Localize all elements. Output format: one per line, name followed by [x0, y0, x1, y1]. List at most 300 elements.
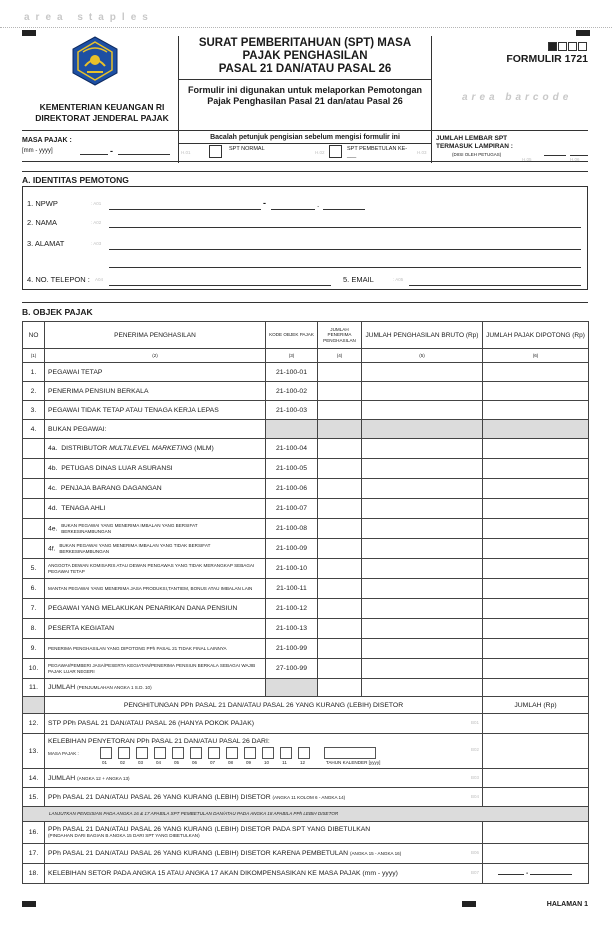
pajak-dipotong-cell[interactable]	[483, 363, 589, 382]
column-number-row	[23, 349, 589, 363]
bruto-cell[interactable]	[362, 639, 483, 659]
jumlah-penerima-cell[interactable]	[318, 499, 362, 519]
column-number: (3)	[266, 349, 318, 363]
masa-pajak-format: [mm - yyyy]	[22, 148, 53, 154]
month-number: 01	[101, 760, 107, 765]
table-row	[23, 459, 589, 479]
month-number: 02	[119, 760, 125, 765]
row-description: PEGAWAI TETAP	[45, 363, 266, 382]
continuation-note: LANJUTKAN PENGISIAN PADA ANGKA 16 & 17 APABILA SPT PEMBETULAN DAN/ATAU PADA ANGKA 18 APABILA PPh LEBIH DISETOR	[23, 807, 589, 822]
field-code: : A05	[393, 277, 404, 282]
month-checkbox[interactable]	[208, 747, 220, 759]
month-checkbox[interactable]	[244, 747, 256, 759]
kompensasi-masa-cell[interactable]	[483, 864, 589, 884]
pajak-dipotong-cell[interactable]	[483, 639, 589, 659]
calc-row	[23, 714, 589, 734]
calc-row	[23, 769, 589, 788]
table-row	[23, 382, 589, 401]
column-header: KODE OBJEK PAJAK	[266, 322, 318, 349]
barcode-area-label: area barcode	[462, 92, 573, 103]
pajak-dipotong-cell[interactable]	[483, 519, 589, 539]
table-row	[23, 363, 589, 382]
bruto-cell[interactable]	[362, 579, 483, 599]
row-number: 2.	[23, 382, 45, 401]
row-number: 14.	[23, 769, 45, 788]
nama-field[interactable]	[109, 227, 581, 228]
table-row	[23, 679, 589, 697]
bruto-cell[interactable]	[362, 459, 483, 479]
desc-text: (MLM)	[192, 445, 214, 452]
form-subtitle: Formulir ini digunakan untuk melaporkan Pemotongan Pajak Penghasilan Pasal 21 dan/atau Pasal 26	[187, 85, 423, 106]
jumlah-penerima-cell[interactable]	[318, 519, 362, 539]
jumlah-penerima-cell[interactable]	[318, 579, 362, 599]
calc-desc	[45, 714, 483, 734]
npwp-field[interactable]	[323, 209, 365, 210]
desc-note: (ANGKA 15 - ANGKA 16)	[349, 851, 402, 856]
month-checkbox[interactable]	[298, 747, 310, 759]
row-number: 13.	[23, 734, 45, 769]
row-description: PESERTA KEGIATAN	[45, 619, 266, 639]
lembar-line: TERMASUK LAMPIRAN :	[436, 143, 513, 150]
table-header-row	[23, 322, 589, 349]
row-number: 15.	[23, 788, 45, 807]
desc-text: KELEBIHAN PENYETORAN PPh PASAL 21 DAN/ATAU PASAL 26 DARI:	[48, 738, 270, 745]
jumlah-penerima-cell[interactable]	[318, 382, 362, 401]
month-labels	[48, 759, 479, 766]
table-row	[23, 659, 589, 679]
dash-separator: -	[526, 870, 529, 877]
column-number: (1)	[23, 349, 45, 363]
amount-cell[interactable]	[483, 769, 589, 788]
field-code: H.05	[522, 157, 532, 162]
alamat-label: 3. ALAMAT	[27, 239, 65, 248]
instructions-text: Bacalah petunjuk pengisian sebelum mengisi formulir ini	[179, 131, 431, 144]
object-code: 21-100-05	[266, 459, 318, 479]
row-number: 11.	[23, 679, 45, 697]
desc-note: (PENJUMLAHAN ANGKA 1 S.D. 10)	[77, 685, 152, 690]
field-code: B04	[470, 793, 479, 799]
disabled-cell	[483, 420, 589, 439]
dot-separator: .	[317, 200, 320, 209]
object-code: 21-100-07	[266, 499, 318, 519]
field-code: H.03	[417, 150, 427, 155]
registration-mark	[462, 901, 476, 907]
pajak-dipotong-cell[interactable]	[483, 599, 589, 619]
field-code: H.02	[315, 150, 325, 155]
ministry-emblem-icon	[71, 36, 119, 86]
column-header: NO	[23, 322, 45, 349]
calc-desc	[45, 734, 483, 769]
tahun-label: TAHUN KALENDER [yyyy]	[325, 760, 381, 765]
table-row	[23, 539, 589, 559]
empty-number-cell	[23, 459, 45, 479]
object-code: 21-100-10	[266, 559, 318, 579]
spt-pembetulan-checkbox[interactable]	[329, 145, 342, 158]
field-code: A04	[95, 277, 104, 282]
table-row	[23, 499, 589, 519]
row-description	[45, 499, 266, 519]
field-code: B07	[470, 870, 479, 875]
object-code: 21-100-04	[266, 439, 318, 459]
lembar-field[interactable]	[570, 155, 588, 156]
calc-row	[23, 864, 589, 884]
alamat-field[interactable]	[109, 249, 581, 250]
bruto-cell[interactable]	[362, 401, 483, 420]
ministry-line: KEMENTERIAN KEUANGAN RI	[39, 102, 165, 112]
section-divider	[22, 302, 588, 303]
row-number: 7.	[23, 599, 45, 619]
row-description	[45, 539, 266, 559]
field-code: : A03	[91, 241, 102, 246]
desc-text: PENJAJA BARANG DAGANGAN	[60, 485, 162, 492]
table-row	[23, 579, 589, 599]
square-mark	[578, 42, 587, 51]
pajak-dipotong-cell[interactable]	[483, 459, 589, 479]
month-number: 05	[173, 760, 179, 765]
column-header: JUMLAH PAJAK DIPOTONG (Rp)	[483, 322, 589, 349]
row-number: 9.	[23, 639, 45, 659]
column-header: JUMLAH PENERIMA PENGHASILAN	[318, 322, 362, 349]
row-description	[45, 519, 266, 539]
desc-text: KELEBIHAN SETOR PADA ANGKA 15 ATAU ANGKA 17 AKAN DIKOMPENSASIKAN KE MASA PAJAK (mm - yyyy)	[48, 870, 398, 877]
pajak-dipotong-cell[interactable]	[483, 499, 589, 519]
column-number: (2)	[45, 349, 266, 363]
row-number: 3.	[23, 401, 45, 420]
object-code: 21-100-01	[266, 363, 318, 382]
desc-text: BUKAN PEGAWAI YANG MENERIMA IMBALAN YANG BERSIFAT BERKESINAMBUNGAN	[61, 523, 198, 534]
calc-desc	[45, 844, 483, 864]
npwp-label: 1. NPWP	[27, 199, 58, 208]
jumlah-penerima-cell[interactable]	[318, 619, 362, 639]
month-checkbox[interactable]	[226, 747, 238, 759]
telepon-field[interactable]	[109, 285, 331, 286]
desc-note: (ANGKA 12 + ANGKA 13)	[77, 775, 130, 781]
amount-cell[interactable]	[483, 844, 589, 864]
ministry-name	[22, 102, 182, 124]
column-number: (5)	[362, 349, 483, 363]
section-a-title: A. IDENTITAS PEMOTONG	[22, 175, 129, 185]
pajak-dipotong-cell[interactable]	[483, 382, 589, 401]
desc-text: PETUGAS DINAS LUAR ASURANSI	[61, 465, 173, 472]
masa-year-field[interactable]	[118, 154, 170, 155]
empty-number-cell	[23, 519, 45, 539]
jumlah-penerima-cell[interactable]	[318, 479, 362, 499]
month-checkbox[interactable]	[172, 747, 184, 759]
month-checkbox[interactable]	[100, 747, 112, 759]
jumlah-penerima-cell[interactable]	[318, 539, 362, 559]
spt-normal-checkbox[interactable]	[209, 145, 222, 158]
pajak-dipotong-cell[interactable]	[483, 401, 589, 420]
desc-text: JUMLAH	[48, 774, 76, 782]
spt-pembetulan-label: SPT PEMBETULAN KE- ___	[347, 146, 408, 159]
page-number: HALAMAN 1	[546, 901, 588, 908]
desc-text: PPh PASAL 21 DAN/ATAU PASAL 26 YANG KURANG (LEBIH) DISETOR KARENA PEMBETULAN	[48, 850, 349, 857]
calc-amount-header: JUMLAH (Rp)	[483, 697, 589, 714]
field-code: H.01	[181, 150, 191, 155]
row-description: PENERIMA PENGHASILAN YANG DIPOTONG PPh PASAL 21 TIDAK FINAL LAINNYA	[45, 639, 266, 659]
email-field[interactable]	[409, 285, 581, 286]
disabled-cell	[362, 420, 483, 439]
alamat-field[interactable]	[109, 267, 581, 268]
form-number: FORMULIR 1721	[506, 53, 588, 65]
row-number: 18.	[23, 864, 45, 884]
bruto-cell[interactable]	[362, 363, 483, 382]
dash-separator: -	[263, 198, 266, 208]
field-code: B02	[470, 747, 479, 752]
row-number: 6.	[23, 579, 45, 599]
column-number: (4)	[318, 349, 362, 363]
gray-cell	[23, 697, 45, 714]
row-description	[45, 679, 266, 697]
row-description: PENERIMA PENSIUN BERKALA	[45, 382, 266, 401]
month-number: 03	[137, 760, 143, 765]
spt-normal-label: SPT NORMAL	[229, 146, 265, 152]
object-code: 21-100-03	[266, 401, 318, 420]
object-code: 21-100-09	[266, 539, 318, 559]
row-number: 1.	[23, 363, 45, 382]
month-checkbox[interactable]	[118, 747, 130, 759]
staples-dotted-line	[0, 27, 612, 28]
calc-header: PENGHITUNGAN PPh PASAL 21 DAN/ATAU PASAL 26 YANG KURANG (LEBIH) DISETOR	[45, 697, 483, 714]
pajak-dipotong-cell[interactable]	[483, 479, 589, 499]
telepon-label: 4. NO. TELEPON :	[27, 275, 90, 284]
jumlah-penerima-cell[interactable]	[318, 559, 362, 579]
table-row	[23, 479, 589, 499]
field-code: : A01	[91, 201, 102, 206]
row-description: PEGAWAI TIDAK TETAP ATAU TENAGA KERJA LEPAS	[45, 401, 266, 420]
title-box	[178, 36, 432, 130]
row-number: 12.	[23, 714, 45, 734]
month-number: 12	[299, 760, 305, 765]
month-number: 10	[263, 760, 269, 765]
table-row	[23, 420, 589, 439]
ministry-block	[22, 36, 177, 130]
registration-mark	[22, 901, 36, 907]
jumlah-penerima-cell[interactable]	[318, 439, 362, 459]
table-row	[23, 401, 589, 420]
empty-number-cell	[23, 539, 45, 559]
object-code: 21-100-99	[266, 639, 318, 659]
desc-note: (PINDAHAN DARI BAGIAN B ANGKA 15 DARI SPT YANG DIBETULKAN)	[48, 833, 200, 839]
field-code: B06	[470, 850, 479, 855]
desc-note: (ANGKA 11 KOLOM 6 - ANGKA 14)	[272, 794, 346, 800]
jumlah-penerima-cell[interactable]	[318, 401, 362, 420]
form-title	[179, 36, 431, 80]
jumlah-penerima-cell[interactable]	[318, 659, 362, 679]
pajak-dipotong-cell[interactable]	[483, 539, 589, 559]
amount-cell[interactable]	[483, 788, 589, 807]
jumlah-lembar-label	[436, 135, 513, 151]
masa-pajak-label: MASA PAJAK :	[22, 137, 72, 144]
month-selector	[48, 747, 479, 759]
amount-cell[interactable]	[483, 734, 589, 769]
month-checkbox[interactable]	[190, 747, 202, 759]
note-row	[23, 807, 589, 822]
tahun-kalender-field[interactable]	[324, 747, 376, 759]
month-number: 07	[209, 760, 215, 765]
jumlah-penerima-cell[interactable]	[318, 639, 362, 659]
row-number: 16.	[23, 822, 45, 844]
row-description: PEGAWAI YANG MELAKUKAN PENARIKAN DANA PENSIUN	[45, 599, 266, 619]
column-header: JUMLAH PENGHASILAN BRUTO (Rp)	[362, 322, 483, 349]
section-divider	[22, 171, 588, 172]
email-label: 5. EMAIL	[343, 275, 374, 284]
bruto-cell[interactable]	[362, 559, 483, 579]
table-row	[23, 599, 589, 619]
desc-text: DISTRIBUTOR	[61, 445, 110, 452]
month-number: 09	[245, 760, 251, 765]
empty-number-cell	[23, 439, 45, 459]
form-number-block	[432, 36, 588, 130]
bruto-cell[interactable]	[362, 539, 483, 559]
calc-desc	[45, 769, 483, 788]
pajak-dipotong-total[interactable]	[483, 679, 589, 697]
dash-separator: -	[110, 146, 113, 156]
pajak-dipotong-cell[interactable]	[483, 659, 589, 679]
pajak-dipotong-cell[interactable]	[483, 579, 589, 599]
sub-number: 4b.	[48, 465, 58, 472]
month-checkbox[interactable]	[262, 747, 274, 759]
column-number: (6)	[483, 349, 589, 363]
title-line: PAJAK PENGHASILAN	[242, 50, 368, 62]
desc-text: PPh PASAL 21 DAN/ATAU PASAL 26 YANG KURANG (LEBIH) DISETOR	[48, 793, 271, 801]
row-number: 17.	[23, 844, 45, 864]
square-mark	[568, 42, 577, 51]
jumlah-penerima-cell[interactable]	[318, 459, 362, 479]
staples-area-label: area staples	[24, 12, 154, 23]
instructions-box	[178, 131, 432, 163]
title-line: PASAL 21 DAN/ATAU PASAL 26	[218, 63, 392, 75]
month-checkbox[interactable]	[154, 747, 166, 759]
objek-pajak-table	[22, 321, 589, 884]
square-mark	[558, 42, 567, 51]
npwp-field[interactable]	[109, 209, 261, 210]
object-code: 21-100-02	[266, 382, 318, 401]
sub-number: 4e.	[48, 525, 58, 533]
object-code: 21-100-12	[266, 599, 318, 619]
sub-number: 4a.	[48, 445, 58, 452]
month-number: 04	[155, 760, 161, 765]
lembar-field[interactable]	[544, 155, 566, 156]
amount-cell[interactable]	[483, 822, 589, 844]
pajak-dipotong-cell[interactable]	[483, 439, 589, 459]
row-description: PEGAWAI/PEMBERI JASA/PESERTA KEGIATAN/PENERIMA PENSIUN BERKALA SEBAGAI WAJIB PAJAK LUAR NEGERI	[45, 659, 266, 679]
row-description: MANTAN PEGAWAI YANG MENERIMA JASA PRODUKSI,TANTIEM, BONUS ATAU IMBALAN LAIN	[45, 579, 266, 599]
kompensasi-year-field[interactable]	[530, 874, 572, 875]
pajak-dipotong-cell[interactable]	[483, 559, 589, 579]
calc-row	[23, 822, 589, 844]
month-number: 08	[227, 760, 233, 765]
row-description: ANGGOTA DEWAN KOMISARIS ATAU DEWAN PENGAWAS YANG TIDAK MERANGKAP SEBAGAI PEGAWAI TETAP	[45, 559, 266, 579]
desc-text: JUMLAH	[48, 684, 76, 691]
bruto-cell[interactable]	[362, 599, 483, 619]
month-checkbox[interactable]	[280, 747, 292, 759]
section-b-title: B. OBJEK PAJAK	[22, 307, 93, 317]
masa-month-field[interactable]	[80, 154, 108, 155]
sub-number: 4c.	[48, 485, 58, 492]
calc-desc	[45, 788, 483, 807]
kompensasi-month-field[interactable]	[498, 874, 524, 875]
calc-row	[23, 788, 589, 807]
desc-italic: MULTILEVEL MARKETING	[109, 445, 193, 452]
object-code: 21-100-11	[266, 579, 318, 599]
field-code: B01	[470, 720, 479, 725]
calc-desc	[45, 864, 483, 884]
identity-box	[22, 186, 588, 290]
bruto-cell[interactable]	[362, 382, 483, 401]
form-header	[22, 36, 588, 162]
desc-text: TENAGA AHLI	[61, 505, 106, 512]
period-row	[22, 130, 588, 162]
field-code: B03	[470, 774, 479, 780]
disabled-cell	[266, 679, 318, 697]
row-number: 4.	[23, 420, 45, 439]
column-header: PENERIMA PENGHASILAN	[45, 322, 266, 349]
month-number: 06	[191, 760, 197, 765]
table-row	[23, 519, 589, 539]
empty-number-cell	[23, 479, 45, 499]
table-row	[23, 559, 589, 579]
bruto-total[interactable]	[362, 679, 483, 697]
bruto-cell[interactable]	[362, 499, 483, 519]
pajak-dipotong-cell[interactable]	[483, 619, 589, 639]
row-number: 8.	[23, 619, 45, 639]
desc-text: PPh PASAL 21 DAN/ATAU PASAL 26 YANG KURANG (LEBIH) DISETOR PADA SPT YANG DIBETULKAN	[48, 826, 371, 834]
square-mark	[548, 42, 557, 51]
table-row	[23, 639, 589, 659]
row-description	[45, 439, 266, 459]
lembar-note: (DIISI OLEH PETUGAS)	[452, 152, 502, 157]
bruto-cell[interactable]	[362, 619, 483, 639]
disabled-cell	[266, 420, 318, 439]
desc-text: BUKAN PEGAWAI YANG MENERIMA IMBALAN YANG TIDAK BERSIFAT BERKESINAMBUNGAN	[59, 543, 211, 554]
month-checkbox[interactable]	[136, 747, 148, 759]
disabled-cell	[318, 420, 362, 439]
directorate-line: DIREKTORAT JENDERAL PAJAK	[35, 113, 169, 123]
calc-desc	[45, 822, 483, 844]
row-description	[45, 459, 266, 479]
month-number: 11	[282, 760, 287, 765]
object-code: 21-100-06	[266, 479, 318, 499]
field-code: : A02	[91, 220, 102, 225]
nama-label: 2. NAMA	[27, 218, 58, 227]
object-code: 21-100-13	[266, 619, 318, 639]
sub-number: 4f.	[48, 545, 56, 553]
desc-text: STP PPh PASAL 21 DAN/ATAU PASAL 26 (HANYA POKOK PAJAK)	[48, 720, 254, 727]
row-description	[45, 479, 266, 499]
row-number: 5.	[23, 559, 45, 579]
bruto-cell[interactable]	[362, 659, 483, 679]
calc-row	[23, 844, 589, 864]
amount-cell[interactable]	[483, 714, 589, 734]
npwp-field[interactable]	[271, 209, 315, 210]
row-description: BUKAN PEGAWAI:	[45, 420, 266, 439]
table-row	[23, 439, 589, 459]
jumlah-penerima-cell[interactable]	[318, 599, 362, 619]
calc-header-row	[23, 697, 589, 714]
row-number: 10.	[23, 659, 45, 679]
jumlah-penerima-total[interactable]	[318, 679, 362, 697]
bruto-cell[interactable]	[362, 519, 483, 539]
lembar-line: JUMLAH LEMBAR SPT	[436, 135, 508, 142]
sub-number: 4d.	[48, 505, 58, 512]
object-code: 21-100-08	[266, 519, 318, 539]
jumlah-penerima-cell[interactable]	[318, 363, 362, 382]
bruto-cell[interactable]	[362, 479, 483, 499]
title-line: SURAT PEMBERITAHUAN (SPT) MASA	[198, 37, 412, 49]
table-row	[23, 619, 589, 639]
bruto-cell[interactable]	[362, 439, 483, 459]
